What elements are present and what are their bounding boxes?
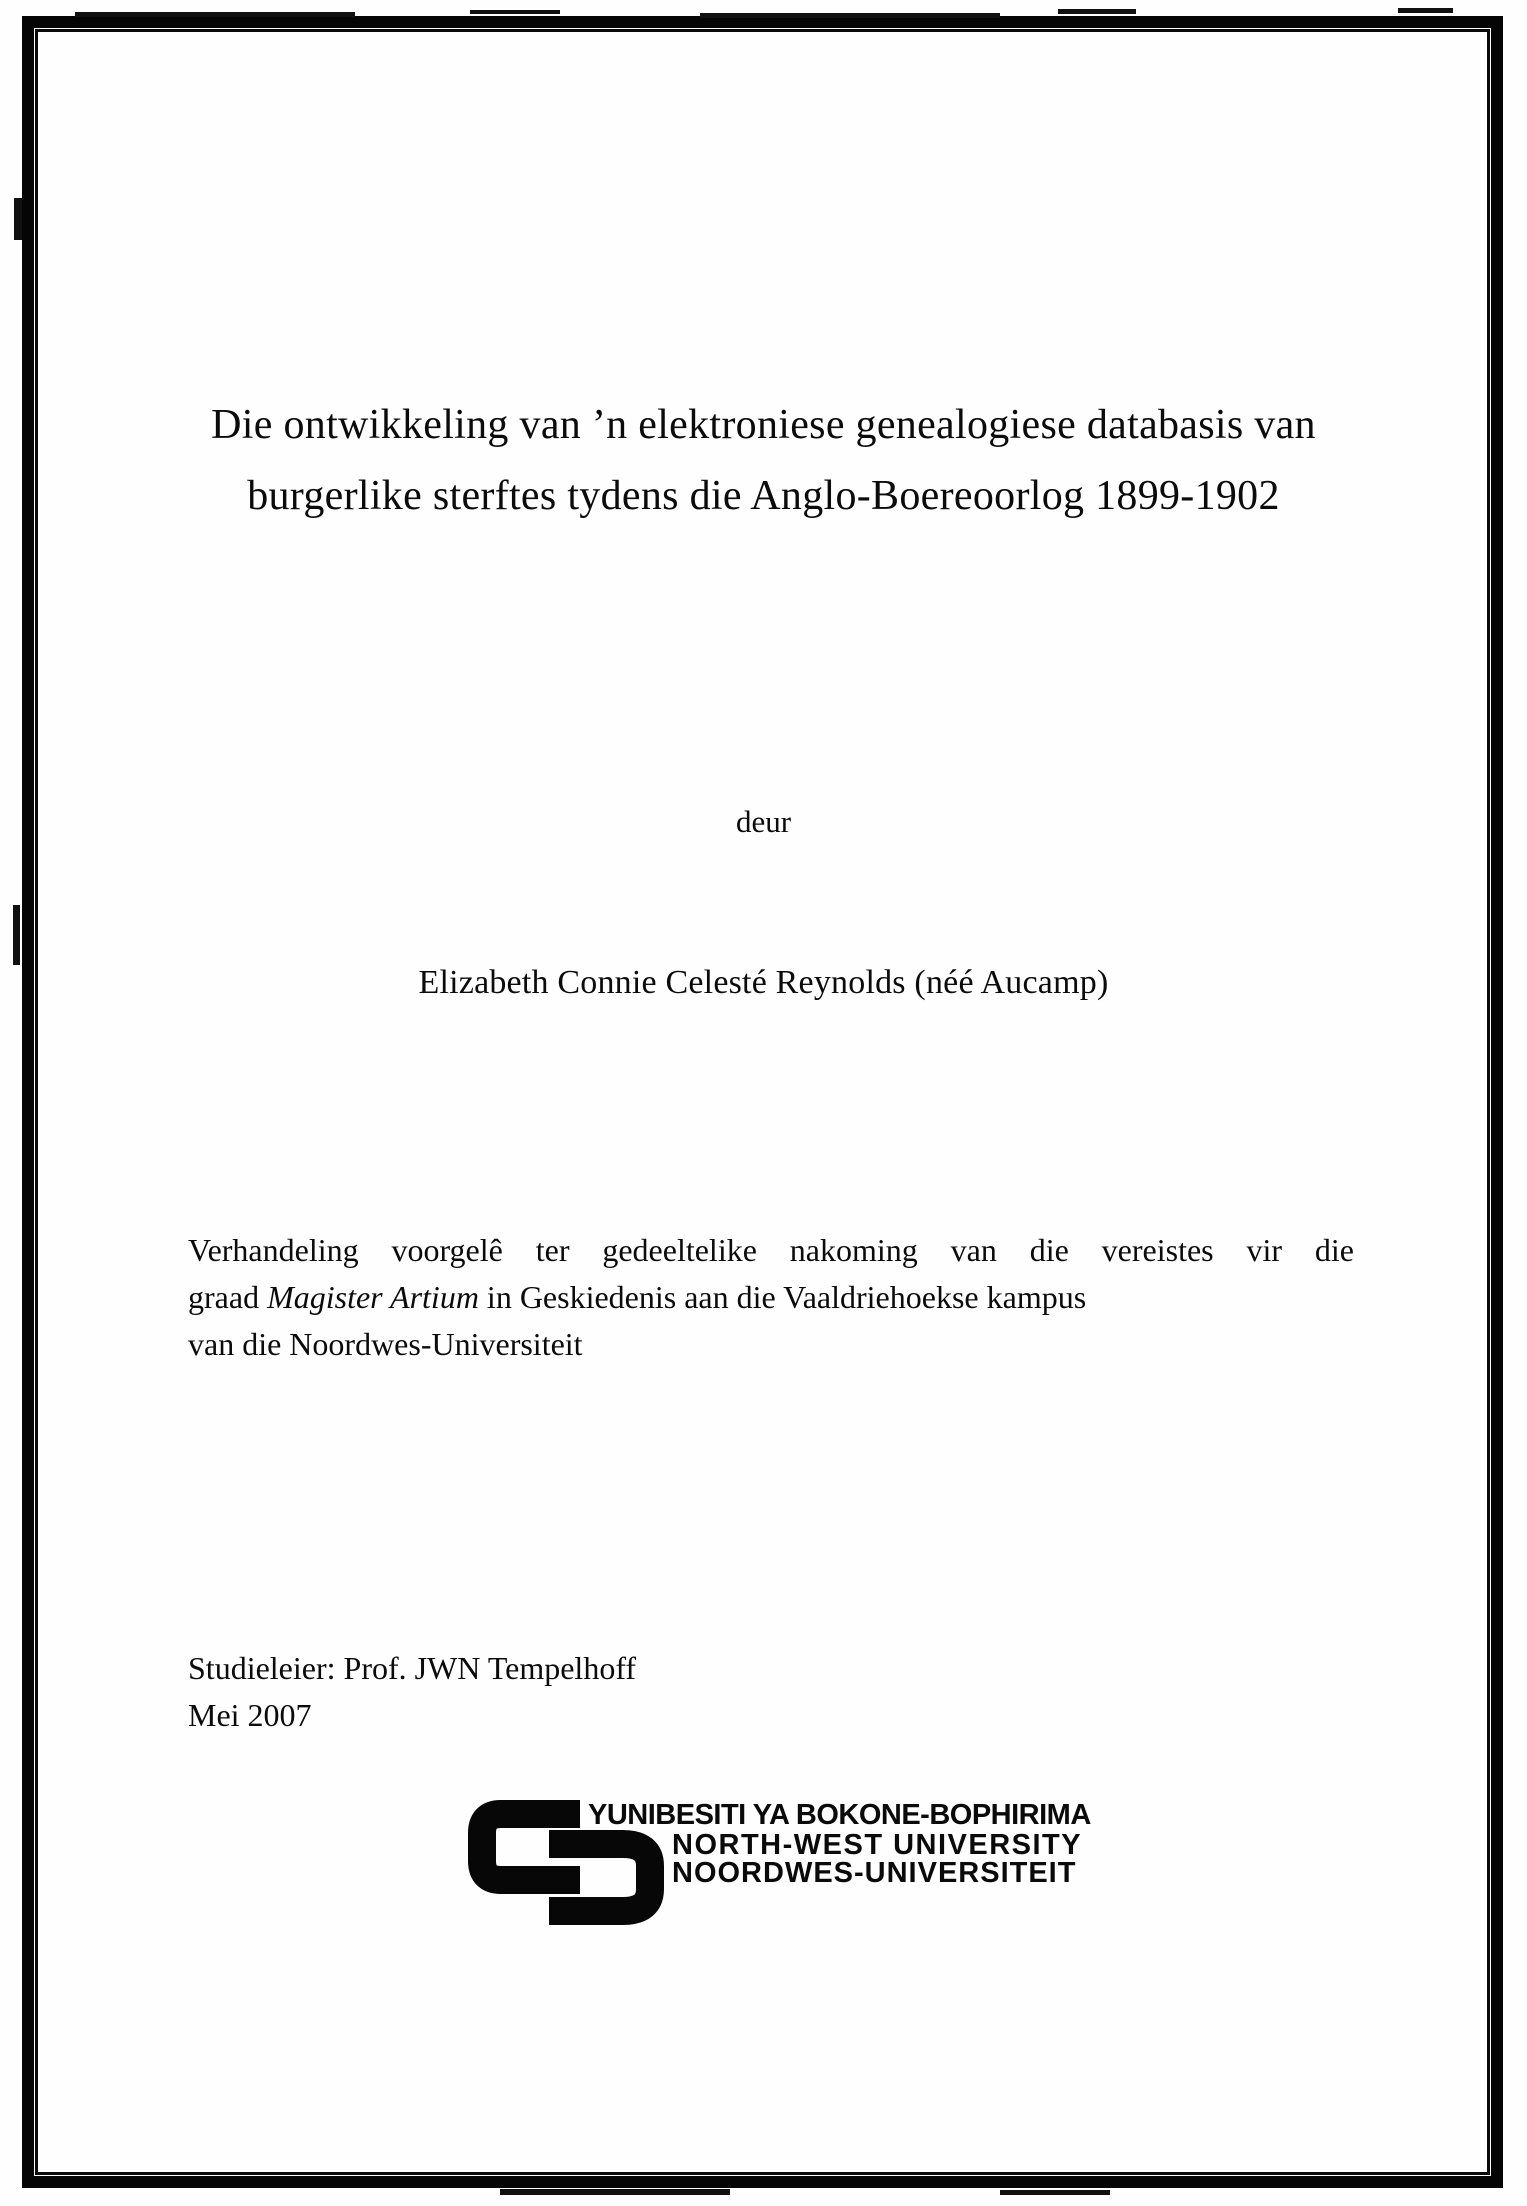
- supervisor-line: Studieleier: Prof. JWN Tempelhoff: [188, 1650, 637, 1686]
- date-line: Mei 2007: [188, 1697, 312, 1733]
- scan-artifact: [13, 905, 20, 965]
- scan-artifact: [700, 13, 1000, 18]
- logo-text-afrikaans: NOORDWES-UNIVERSITEIT: [672, 1857, 1077, 1889]
- scan-artifact: [1000, 2190, 1110, 2195]
- note-line1: Verhandeling voorgelê ter gedeeltelike nakoming van die vereistes vir die: [188, 1232, 1354, 1268]
- scan-artifact: [470, 10, 560, 14]
- dissertation-note: [188, 1227, 1354, 1368]
- supervisor-block: [188, 1645, 636, 1739]
- scan-artifact: [75, 12, 355, 17]
- note-degree-name: Magister Artium: [267, 1279, 479, 1315]
- note-line3: van die Noordwes-Universiteit: [188, 1326, 583, 1362]
- note-line2-post: in Geskiedenis aan die Vaaldriehoekse kampus: [478, 1279, 1087, 1315]
- scan-artifact: [500, 2189, 730, 2195]
- thesis-title: [90, 390, 1437, 532]
- scan-artifact: [1398, 8, 1453, 13]
- thesis-title-line2: burgerlike sterftes tydens die Anglo-Boereoorlog 1899-1902: [247, 473, 1280, 519]
- byline-label: deur: [735, 804, 792, 839]
- note-line2: [188, 1274, 1354, 1321]
- logo-text-english: NORTH-WEST UNIVERSITY: [672, 1829, 1083, 1861]
- note-line2-pre: graad: [188, 1279, 268, 1315]
- thesis-title-line1: Die ontwikkeling van ’n elektroniese genealogiese databasis van: [211, 402, 1316, 448]
- scan-artifact: [1058, 9, 1136, 14]
- author-name: Elizabeth Connie Celesté Reynolds (néé Aucamp): [418, 964, 1109, 1001]
- scan-artifact: [14, 198, 22, 240]
- logo-text-setswana: YUNIBESITI YA BOKONE-BOPHIRIMA: [588, 1799, 1091, 1831]
